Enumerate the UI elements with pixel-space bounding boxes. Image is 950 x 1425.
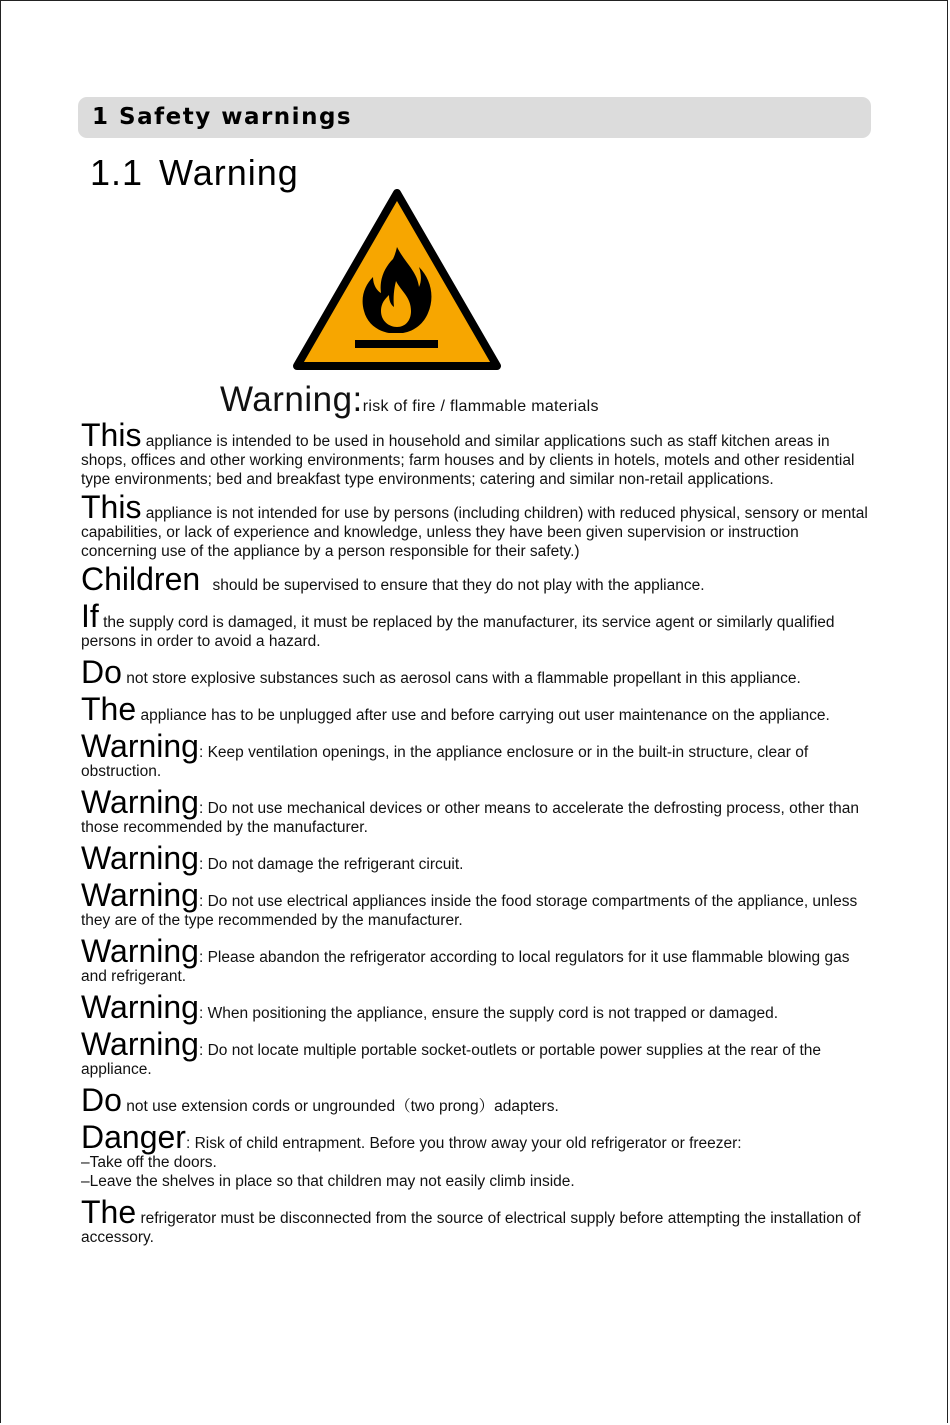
paragraph-lead-word: Warning <box>81 840 199 876</box>
paragraph-text: refrigerator must be disconnected from the source of electrical supply before attempting the installation of accessory. <box>81 1210 861 1246</box>
flammable-materials-warning-icon <box>293 189 501 370</box>
section-heading-bar <box>78 97 871 138</box>
sign-caption-lead: Warning: <box>220 380 363 419</box>
paragraph-lead-word: Warning <box>81 989 199 1025</box>
paragraph-text: appliance is not intended for use by persons (including children) with reduced physical, sensory or mental capabilities, or lack of experience and knowledge, unless they have been given supervision or instruction concerning use of the appliance by a person responsible for their safety.) <box>81 505 868 560</box>
subsection-number: 1.1 <box>90 152 144 193</box>
warning-paragraph <box>81 598 871 651</box>
paragraph-text: : Do not damage the refrigerant circuit. <box>198 856 464 873</box>
paragraph-lead-word: The <box>81 1194 137 1230</box>
flame-base-bar <box>355 340 438 348</box>
paragraph-text: : Do not use electrical appliances inside the food storage compartments of the appliance, unless they are of the type recommended by the manufacturer. <box>81 893 858 929</box>
danger-step: –Take off the doors. <box>81 1154 217 1171</box>
warning-paragraph <box>81 654 871 690</box>
paragraph-lead-word: Warning <box>81 728 199 764</box>
paragraph-text: appliance is intended to be used in household and similar applications such as staff kitchen areas in shops, offices and other working environments; farm houses and by clients in hotels, motels and other residential type environments; bed and breakfast type environments; catering and similar non-retail applications. <box>81 433 855 488</box>
paragraph-text: : Do not locate multiple portable socket-outlets or portable power supplies at the rear of the appliance. <box>81 1042 822 1078</box>
warning-paragraph <box>81 691 871 727</box>
warning-paragraph <box>81 877 871 930</box>
paragraph-text: : Keep ventilation openings, in the appliance enclosure or in the built-in structure, clear of obstruction. <box>81 744 809 780</box>
warning-paragraph <box>81 1119 871 1191</box>
paragraph-lead-word: If <box>81 598 99 634</box>
warning-paragraph <box>81 1194 871 1247</box>
paragraph-lead-word: Danger <box>81 1119 186 1155</box>
sign-caption-text: risk of fire / flammable materials <box>362 398 599 415</box>
paragraph-text: the supply cord is damaged, it must be replaced by the manufacturer, its service agent or similarly qualified persons in order to avoid a hazard. <box>81 614 835 650</box>
subsection-title: Warning <box>159 152 299 193</box>
warning-paragraph <box>81 840 871 876</box>
paragraph-lead-word: Warning <box>81 1026 199 1062</box>
warning-paragraph <box>81 1082 871 1118</box>
warnings-list <box>81 417 871 1247</box>
paragraph-text: : Please abandon the refrigerator according to local regulators for it use flammable blowing gas and refrigerant. <box>81 949 850 985</box>
paragraph-lead-word: Do <box>81 1082 122 1118</box>
paragraph-lead-word: Warning <box>81 784 199 820</box>
subsection-heading <box>90 152 299 194</box>
warning-paragraph <box>81 1026 871 1079</box>
section-heading: 1 Safety warnings <box>92 104 353 130</box>
paragraph-lead-word: Do <box>81 654 122 690</box>
warning-paragraph <box>81 933 871 986</box>
paragraph-text: not use extension cords or ungrounded（two prong）adapters. <box>121 1098 559 1115</box>
paragraph-lead-word: This <box>81 489 142 525</box>
warning-paragraph <box>81 728 871 781</box>
danger-step: –Leave the shelves in place so that children may not easily climb inside. <box>81 1173 575 1190</box>
paragraph-lead-word: Warning <box>81 933 199 969</box>
paragraph-text: appliance has to be unplugged after use and before carrying out user maintenance on the appliance. <box>136 707 830 724</box>
sign-caption <box>220 380 599 420</box>
warning-paragraph <box>81 489 871 561</box>
paragraph-lead-word: This <box>81 417 142 453</box>
warning-paragraph <box>81 784 871 837</box>
paragraph-lead-word: The <box>81 691 137 727</box>
warning-paragraph <box>81 417 871 489</box>
paragraph-text: : When positioning the appliance, ensure the supply cord is not trapped or damaged. <box>198 1005 779 1022</box>
paragraph-text: should be supervised to ensure that they do not play with the appliance. <box>208 577 705 594</box>
paragraph-text: : Do not use mechanical devices or other means to accelerate the defrosting process, other than those recommended by the manufacturer. <box>81 800 859 836</box>
paragraph-lead-word: Children <box>81 561 201 597</box>
paragraph-text: not store explosive substances such as aerosol cans with a flammable propellant in this appliance. <box>121 670 801 687</box>
warning-paragraph <box>81 561 871 597</box>
paragraph-lead-word: Warning <box>81 877 199 913</box>
paragraph-text: : Risk of child entrapment. Before you throw away your old refrigerator or freezer: <box>185 1135 742 1152</box>
warning-paragraph <box>81 989 871 1025</box>
